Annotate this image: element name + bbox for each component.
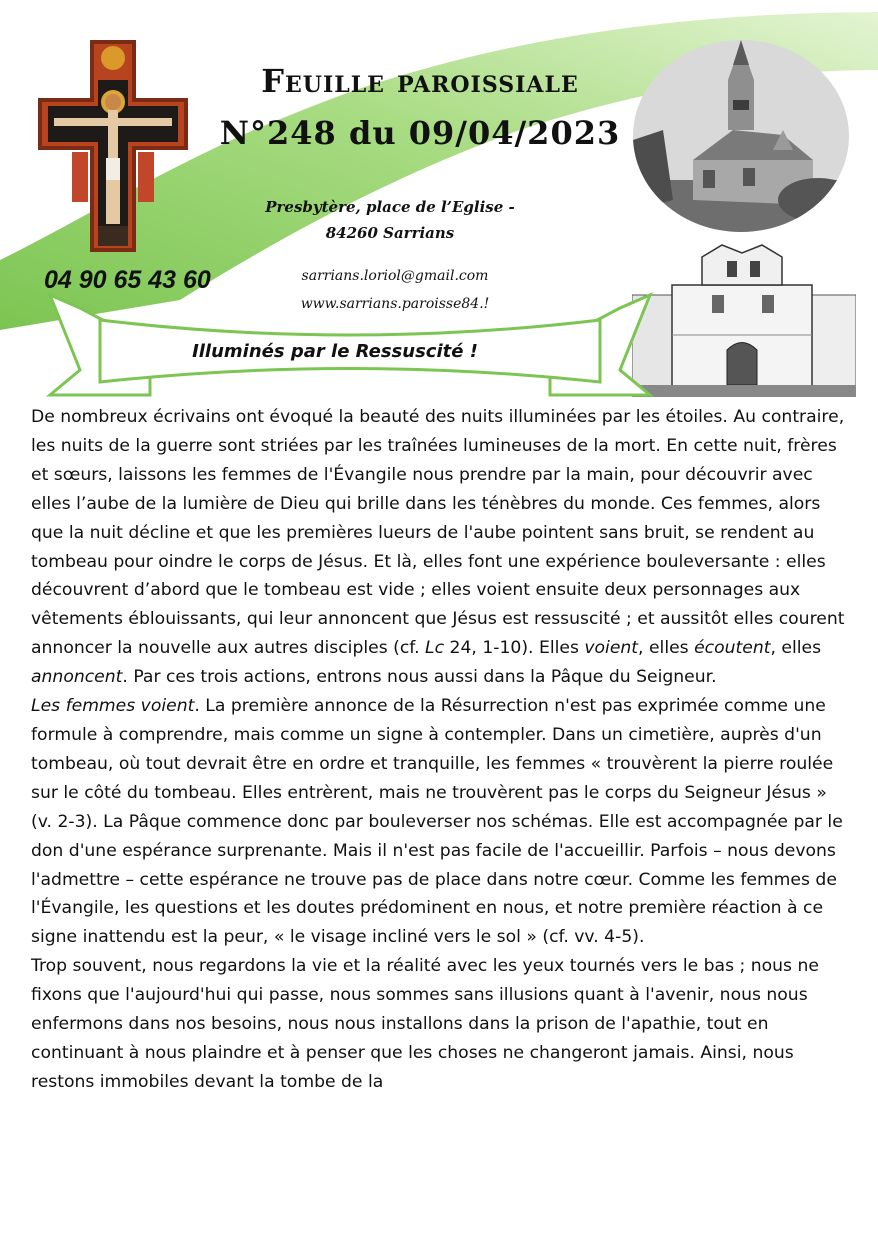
church-sketch: [632, 235, 856, 397]
church-photo: [633, 40, 849, 232]
website-link[interactable]: www.sarrians.paroisse84.!: [300, 296, 490, 312]
banner-subtitle: Illuminés par le Ressuscité !: [192, 341, 478, 362]
crucifix-image: [38, 40, 188, 252]
paragraph-2: Les femmes voient. La première annonce de la Résurrection n'est pas exprimée comme une formule à comprendre, mais comme un signe à contempler. Dans un cimetière, auprès d'un tombeau, où tout devrait être en ordre et tranquille, les femmes « trouvèrent la pierre roulée sur le côté du tombeau. Elles entrèrent, mais ne trouvèrent pas le corps du Seigneur Jésus » (v. 2-3). La Pâque commence donc par bouleverser nos schémas. Elle est accompagnée par le don d'une espérance surprenante. Mais il n'est pas facile de l'accueillir. Parfois – nous devons l'admettre – cette espérance ne trouve pas de place dans notre cœur. Comme les femmes de l'Évangile, les questions et les doutes prédominent en nous, et notre première réaction à ce signe inattendu est la peur, « le visage incliné vers le sol » (cf. vv. 4-5).: [31, 696, 843, 948]
address: [240, 194, 540, 246]
page-title: Feuille paroissiale: [261, 62, 579, 100]
paragraph-3: Trop souvent, nous regardons la vie et la réalité avec les yeux tournés vers le bas ; nous ne fixons que l'aujourd'hui qui passe, nous sommes sans illusions quant à l'avenir, nous nous enfermons dans nos besoins, nous nous installons dans la prison de l'apathie, tout en continuant à nous plaindre et à penser que les choses ne changeront jamais. Ainsi, nous restons immobiles devant la tombe de la: [31, 956, 819, 1092]
email-link[interactable]: sarrians.loriol@gmail.com: [301, 268, 489, 284]
contact-info: [250, 262, 540, 318]
issue-number-date: N°248 du 09/04/2023: [219, 114, 621, 152]
address-line-1: Presbytère, place de l’Eglise -: [265, 198, 515, 216]
phone-number: 04 90 65 43 60: [44, 266, 211, 294]
address-line-2: 84260 Sarrians: [325, 224, 455, 242]
paragraph-1: De nombreux écrivains ont évoqué la beauté des nuits illuminées par les étoiles. Au contraire, les nuits de la guerre sont striées par les traînées lumineuses de la mort. En cette nuit, frères et sœurs, laissons les femmes de l'Évangile nous prendre par la main, pour découvrir avec elles l’aube de la lumière de Dieu qui brille dans les ténèbres du monde. Ces femmes, alors que la nuit décline et que les premières lueurs de l'aube pointent sans bruit, se rendent au tombeau pour oindre le corps de Jésus. Et là, elles font une expérience bouleversante : elles découvrent d’abord que le tombeau est vide ; elles voient ensuite deux personnages aux vêtements éblouissants, qui leur annoncent que Jésus est ressuscité ; et aussitôt elles courent annoncer la nouvelle aux autres disciples (cf. Lc 24, 1-10). Elles voient, elles écoutent, elles annoncent. Par ces trois actions, entrons nous aussi dans la Pâque du Seigneur.: [31, 407, 845, 688]
article-body: [31, 403, 849, 1097]
